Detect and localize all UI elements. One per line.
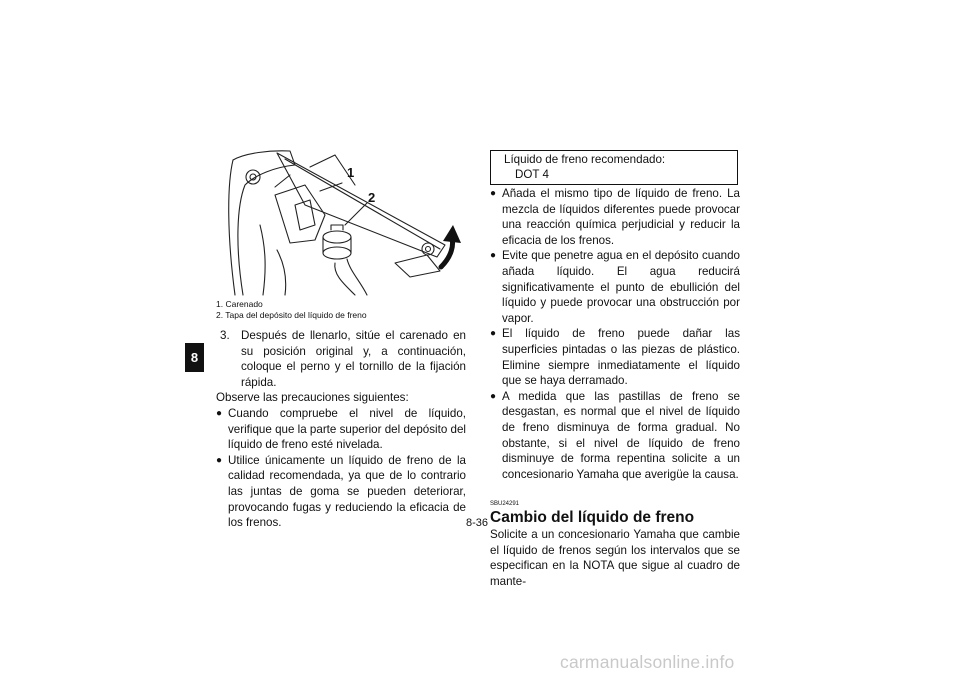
step-text: Después de llenarlo, sitúe el carenado en su posición original y, a continuación, coloque el perno y el tornillo de la fijación rápida. bbox=[241, 329, 466, 389]
step-3 bbox=[216, 328, 466, 390]
list-item bbox=[490, 389, 740, 483]
bullet-text: Cuando compruebe el nivel de líquido, verifique que la parte superior del depósito del líquido de freno esté nivelada. bbox=[228, 406, 466, 452]
recommended-fluid-value: DOT 4 bbox=[515, 167, 549, 181]
bullet-text: Añada el mismo tipo de líquido de freno. La mezcla de líquidos diferentes puede provocar una reacción química perjudicial y reducir la eficacia de los frenos. bbox=[502, 187, 740, 247]
chapter-number: 8 bbox=[190, 350, 199, 365]
illustration-drawing bbox=[215, 145, 465, 297]
bullet-text: A medida que las pastillas de freno se desgastan, es normal que el nivel de líquido de freno disminuya de forma gradual. No obstante, si el nivel de líquido de freno disminuye de forma repentina solicite a un concesionario Yamaha que averigüe la causa. bbox=[502, 389, 740, 481]
section-text: Solicite a un concesionario Yamaha que cambie el líquido de frenos según los intervalos que se especifican en la NOTA que sigue al cuadro de mante- bbox=[490, 528, 740, 589]
page-number: 8-36 bbox=[466, 517, 489, 529]
bullet-text: Utilice únicamente un líquido de freno de la calidad recomendada, ya que de lo contrario las juntas de goma se pueden deteriorar, provocando fugas y reduciendo la eficacia de los frenos. bbox=[228, 453, 466, 530]
bullet-icon: ● bbox=[216, 407, 223, 419]
step-number: 3. bbox=[220, 329, 230, 342]
caption-1: 1. Carenado bbox=[216, 299, 263, 309]
recommended-fluid-label: Líquido de freno recomendado: bbox=[504, 153, 666, 166]
callout-1: 1 bbox=[347, 165, 355, 180]
precautions-intro: Observe las precauciones siguientes: bbox=[216, 391, 409, 405]
list-item bbox=[490, 248, 740, 326]
callout-2: 2 bbox=[368, 190, 376, 205]
bullet-icon: ● bbox=[490, 188, 497, 199]
caption-2: 2. Tapa del depósito del líquido de freno bbox=[216, 310, 367, 320]
watermark: carmanualsonline.info bbox=[560, 652, 735, 672]
bullet-icon: ● bbox=[216, 454, 223, 466]
bullet-icon: ● bbox=[490, 328, 497, 340]
bullet-icon: ● bbox=[490, 390, 497, 402]
bullet-text: Evite que penetre agua en el depósito cuando añada líquido. El agua reducirá significativamente el punto de ebullición del líquido y puede provocar una obstrucción por vapor. bbox=[502, 249, 740, 325]
section-code: SBU24291 bbox=[490, 501, 520, 508]
list-item bbox=[216, 453, 466, 531]
list-item bbox=[490, 326, 740, 388]
left-column bbox=[216, 328, 466, 531]
list-item bbox=[216, 406, 466, 453]
list-item bbox=[490, 186, 740, 248]
recommended-fluid-box bbox=[490, 150, 738, 185]
right-column bbox=[490, 186, 740, 590]
figure-captions bbox=[216, 299, 466, 321]
chapter-tab bbox=[185, 343, 204, 372]
section-title: Cambio del líquido de freno bbox=[490, 509, 695, 527]
brake-reservoir-illustration bbox=[215, 145, 465, 297]
bullet-text: El líquido de freno puede dañar las superficies pintadas o las piezas de plástico. Elimine siempre inmediatamente el líquido que se haya derramado. bbox=[502, 327, 740, 388]
bullet-icon: ● bbox=[490, 250, 497, 262]
